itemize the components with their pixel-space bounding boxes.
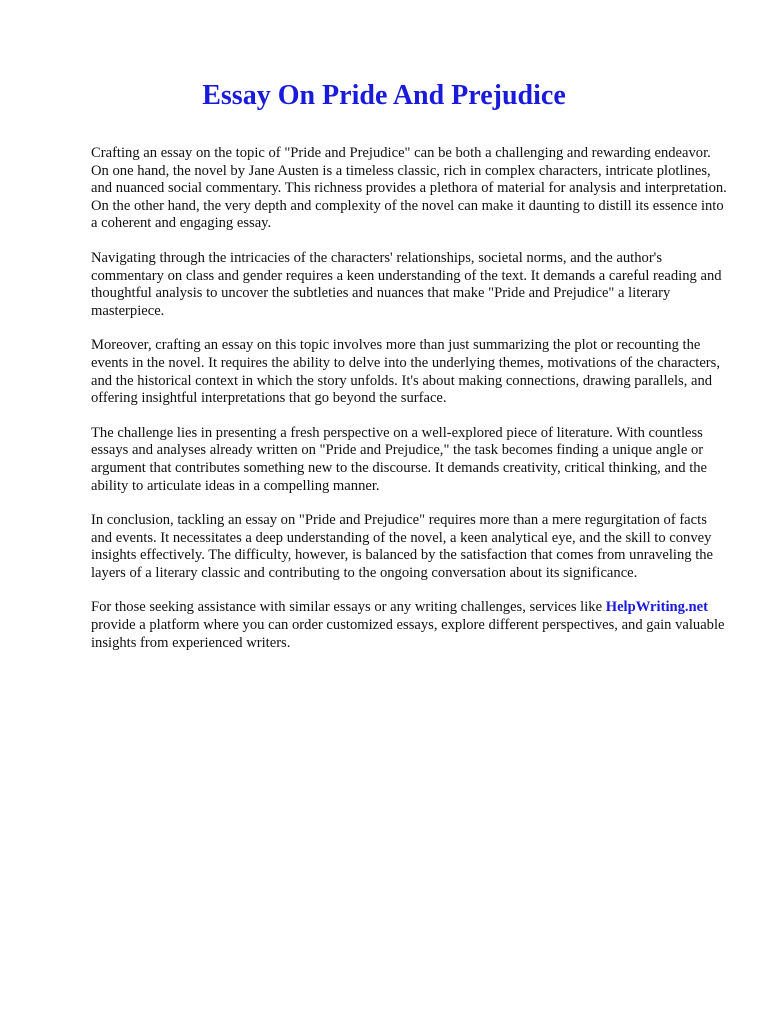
helpwriting-link[interactable]: HelpWriting.net [605, 599, 709, 616]
paragraph-4: The challenge lies in presenting a fresh perspective on a well-explored piece of literature. With countless essays and analyses already written on "Pride and Prejudice," the task becomes finding a unique angle or argument that contributes something new to the discourse. It demands creativity, critical thinking, and the ability to articulate ideas in a compelling manner. [91, 424, 708, 494]
paragraph-3: Moreover, crafting an essay on this topic involves more than just summarizing the plot or recounting the events in the novel. It requires the ability to delve into the underlying themes, motivations of the characters, and the historical context in which the story unfolds. It's about making connections, drawing parallels, and offering insightful interpretations that go beyond the surface. [91, 337, 720, 407]
page-title: Essay On Pride And Prejudice [202, 80, 566, 111]
paragraph-1: Crafting an essay on the topic of "Pride and Prejudice" can be both a challenging and rewarding endeavor. On one hand, the novel by Jane Austen is a timeless classic, rich in complex characters, intricate plotlines, and nuanced social commentary. This richness provides a plethora of material for analysis and interpretation. On the other hand, the very depth and complexity of the novel can make it daunting to distill its essence into a coherent and engaging essay. [91, 145, 727, 232]
paragraph-5: In conclusion, tackling an essay on "Pride and Prejudice" requires more than a mere regurgitation of facts and events. It necessitates a deep understanding of the novel, a keen analytical eye, and the skill to convey insights effectively. The difficulty, however, is balanced by the satisfaction that comes from unraveling the layers of a literary classic and contributing to the ongoing conversation about its significance. [91, 512, 714, 581]
paragraph-6-rest: provide a platform where you can order customized essays, explore different perspectives, and gain valuable insights from experienced writers. [91, 617, 725, 651]
paragraph-2: Navigating through the intricacies of the characters' relationships, societal norms, and the author's commentary on class and gender requires a keen understanding of the text. It demands a careful reading and thoughtful analysis to uncover the subtleties and nuances that make "Pride and Prejudice" a literary masterpiece. [91, 249, 722, 319]
paragraph-6-intro: For those seeking assistance with similar essays or any writing challenges, services like [91, 599, 606, 616]
essay-body [91, 145, 731, 669]
paragraph-6 [91, 599, 731, 652]
